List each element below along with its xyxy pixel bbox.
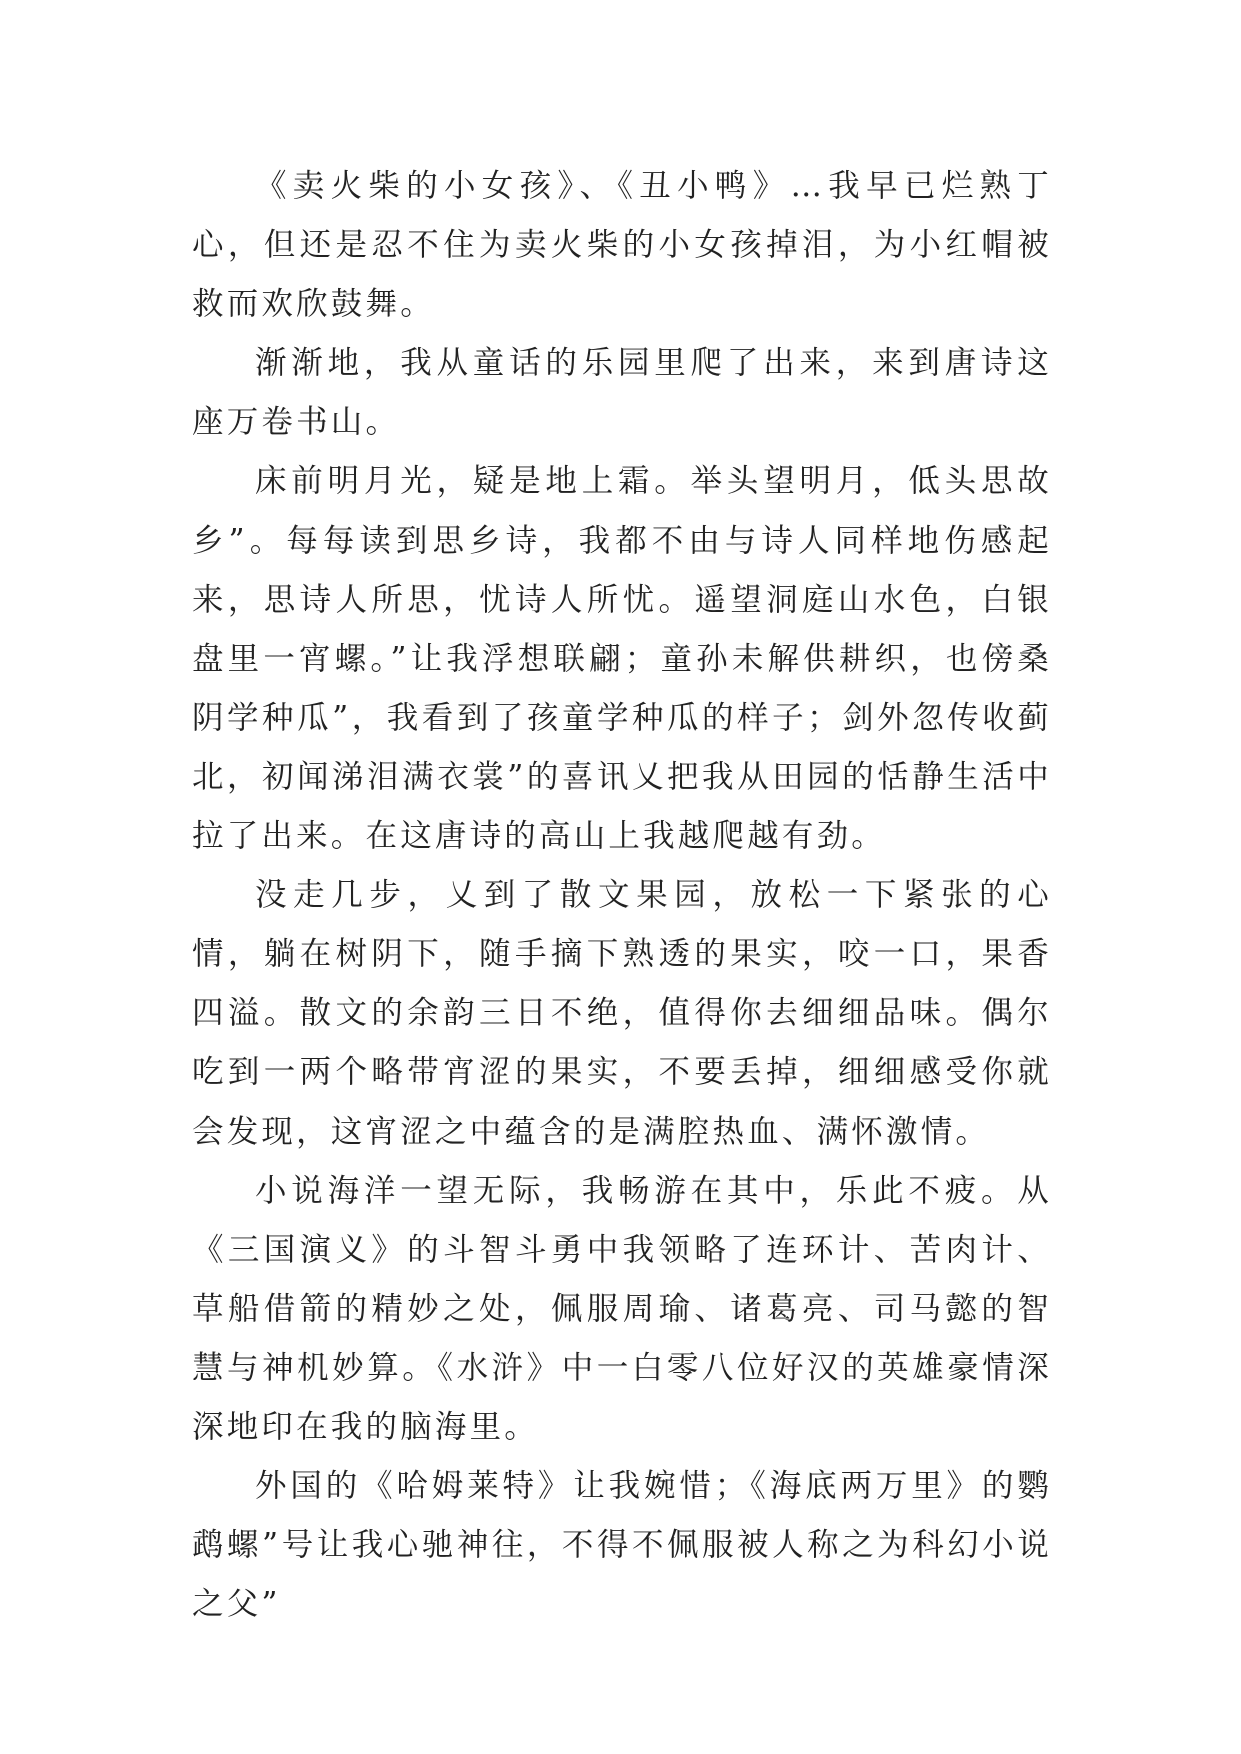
- paragraph-foreign-literature: 外国的《哈姆莱特》让我婉惜；《海底两万里》的鹦鹉螺”号让我心驰神往，不得不佩服被人称之为科幻小说之父”: [192, 1468, 1052, 1623]
- document-body: [192, 157, 1052, 1634]
- paragraph-novel-ocean: 小说海洋一望无际，我畅游在其中，乐此不疲。从《三国演义》的斗智斗勇中我领略了连环计、苦肉计、草船借箭的精妙之处，佩服周瑜、诸葛亮、司马懿的智慧与神机妙算。《水浒》中一白零八位好汉的英雄豪情深深地印在我的脑海里。: [192, 1172, 1052, 1445]
- paragraph-fairy-tales: 《卖火柴的小女孩》、《丑小鸭》…我早已烂熟丁心，但还是忍不住为卖火柴的小女孩掉泪，为小红帽被救而欢欣鼓舞。: [192, 168, 1052, 323]
- paragraph-tang-poetry-intro: 渐渐地，我从童话的乐园里爬了出来，来到唐诗这座万卷书山。: [192, 345, 1052, 441]
- paragraph-prose-orchard: 没走几步，乂到了散文果园，放松一下紧张的心情，躺在树阴下，随手摘下熟透的果实，咬一口，果香四溢。散文的余韵三日不绝，值得你去细细品味。偶尔吃到一两个略带宵涩的果实，不要丢掉，细细感受你就会发现，这宵涩之中蕴含的是满腔热血、满怀激情。: [192, 877, 1052, 1150]
- paragraph-tang-poems: 床前明月光，疑是地上霜。举头望明月，低头思故乡”。每每读到思乡诗，我都不由与诗人同样地伤感起来，思诗人所思，忧诗人所忧。遥望洞庭山水色，白银盘里一宵螺。”让我浮想联翩；童孙未解供耕织，也傍桑阴学种瓜”，我看到了孩童学种瓜的样子；剑外忽传收蓟北，初闻涕泪满衣裳”的喜讯乂把我从田园的恬静生活中拉了出来。在这唐诗的高山上我越爬越有劲。: [192, 463, 1052, 855]
